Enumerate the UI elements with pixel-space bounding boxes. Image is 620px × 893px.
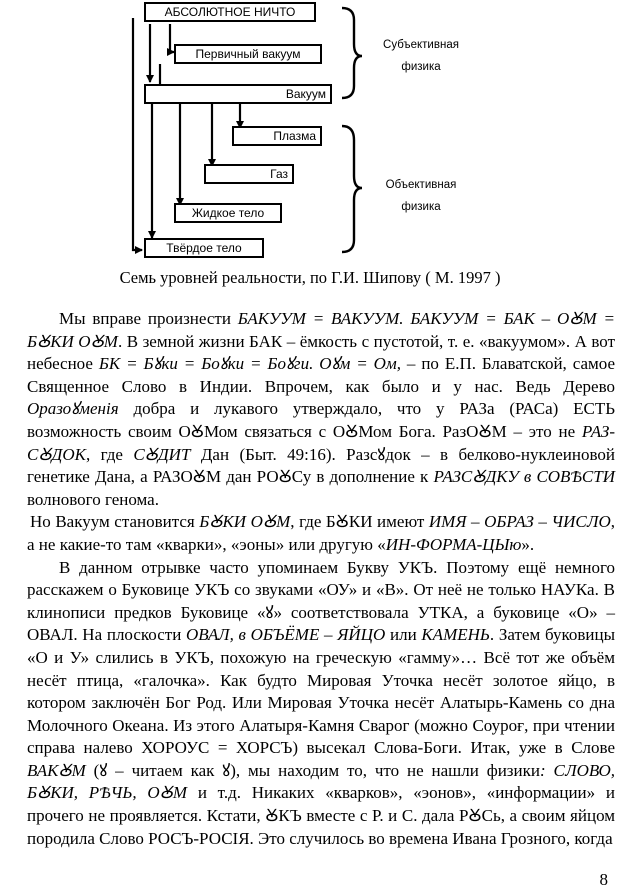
p1-text-4: добра и лукавого утверждало, что у РАЗа (РАСа) ЕСТЬ возможность своим ОꙊМом связаться с ОꙊМом Бога. РазОꙊМ – это не [27, 399, 615, 441]
label-objective-physics [366, 174, 476, 218]
label-subjective-line1: Субъективная [383, 39, 459, 51]
box-solid-body: Твёрдое тело [144, 238, 264, 258]
p1-italic-1: БАКУУМ = ВАКУУМ. БАКУУМ = БАК – ОꙊМ = БꙊКИ ОꙊМ [27, 309, 616, 351]
p3-text-1: В данном отрывке часто упоминаем Букву УКЪ. Поэтому ещё немного расскажем о Буковице УКЪ со звуками «ОУ» и «В». От неё не только НАУКа. В клинописи предков Буковице «ꙋ» соответствовала УТКА, а буковице «О» – ОВАЛ. На плоскости [27, 557, 615, 645]
page-number: 8 [599, 870, 608, 889]
p3-text-3: . Затем буковицы «О и У» слились в УКЪ, похожую на греческую «гамму»… Всё тот же объём несёт птица, «галочка». Как будто Мировая Уточка несёт золотое яйцо, в котором заключён Бог Род. Или Мировая Уточка несёт Алатырь-Камень со дна Молочного Океана. Из этого Алатыря-Камня Сварог (можно Соуроғ, при чтении справа налево ХОРОУС = ХОРСЪ) высекал Слова-Боги. Итак, уже в Слове [27, 625, 615, 758]
p3-italic-2: КАМЕНЬ [421, 625, 490, 645]
p2-text-2: , где БꙊКИ имеют [290, 512, 429, 532]
p2-text-4: ». [521, 534, 535, 554]
p1-italic-3: Оразоꙋменія [27, 399, 119, 419]
p3-text-5: и т.д. Никаких «кварков», «эонов», «информации» и прочего не проявляется. Кстати, ꙊКЪ вместе с Р. и С. дала РꙊСь, а своим яйцом породила Слово РОСЪ-РОСІЯ. Это случилось во времена Ивана Грозного, когда [27, 783, 615, 848]
p1-text-5: , где [85, 444, 134, 464]
p1-text-1: Мы вправе произнести [59, 309, 238, 328]
figure-caption: Семь уровней реальности, по Г.И. Шипову ( М. 1997 ) [119, 268, 501, 287]
p3-text-2: или [385, 625, 422, 645]
p1-italic-4: РАЗ-СꙊДОК [27, 421, 615, 464]
paragraph-2 [27, 511, 615, 556]
p1-text-7: волнового генома. [27, 489, 159, 509]
p2-italic-1: БꙊКИ ОꙊМ [199, 512, 291, 532]
box-vacuum: Вакуум [144, 84, 332, 104]
label-subjective-physics [366, 34, 476, 78]
p2-text-1: Но Вакуум становится [30, 512, 200, 532]
p2-italic-2: ИМЯ – ОБРАЗ – ЧИСЛО [428, 512, 611, 532]
paragraph-3 [27, 557, 615, 851]
p1-text-2: . В земной жизни БАК – ёмкость с пустотой, т. е. «вакуумом». А вот небесное [27, 331, 615, 374]
label-objective-line1: Объективная [385, 179, 457, 191]
p1-italic-5: СꙊДИТ [133, 444, 191, 464]
p2-text-3: , а не какие-то там «кварки», «эоны» или другую « [27, 512, 615, 554]
p3-italic-4: : СЛОВО, БꙊКИ, РѢЧЬ, ОꙊМ [27, 760, 615, 803]
p1-italic-2: БК = Бꙋки = Боꙋки = Боꙋги. Оꙋм = Ом, – [98, 354, 416, 374]
reality-levels-diagram [0, 0, 620, 265]
box-absolute-nothing: АБСОЛЮТНОЕ НИЧТО [144, 2, 316, 22]
p1-text-6: Дан (Быт. 49:16). Разсꙋдок – в белково-нуклеиновой генетике Дана, а РАЗОꙊМ дан РОꙊСу в дополнение к [27, 444, 615, 487]
box-plasma: Плазма [232, 126, 322, 146]
paragraph-1 [27, 308, 615, 511]
p3-text-4: (ꙋ – читаем как ꙋ), мы находим то, что не нашли физики [85, 760, 540, 780]
p1-italic-6: РАЗСꙊДКУ в СОВѢСТИ [433, 467, 615, 487]
box-liquid-body: Жидкое тело [174, 203, 282, 223]
body-text [27, 308, 615, 850]
label-subjective-line2: физика [401, 61, 441, 73]
p3-italic-3: ВАКꙊМ [27, 760, 86, 780]
box-primary-vacuum: Первичный вакуум [174, 44, 322, 64]
p2-italic-3: ИН-ФОРМА-ЦЫю [385, 534, 522, 554]
label-objective-line2: физика [401, 201, 441, 213]
p1-text-3: по Е.П. Блаватской, самое Священное Слово в Индии. Впрочем, как было и у нас. Ведь Дерево [27, 354, 616, 396]
p3-italic-1: ОВАЛ, в ОБЪЁМЕ – ЯЙЦО [186, 625, 386, 645]
box-gas: Газ [204, 164, 294, 184]
